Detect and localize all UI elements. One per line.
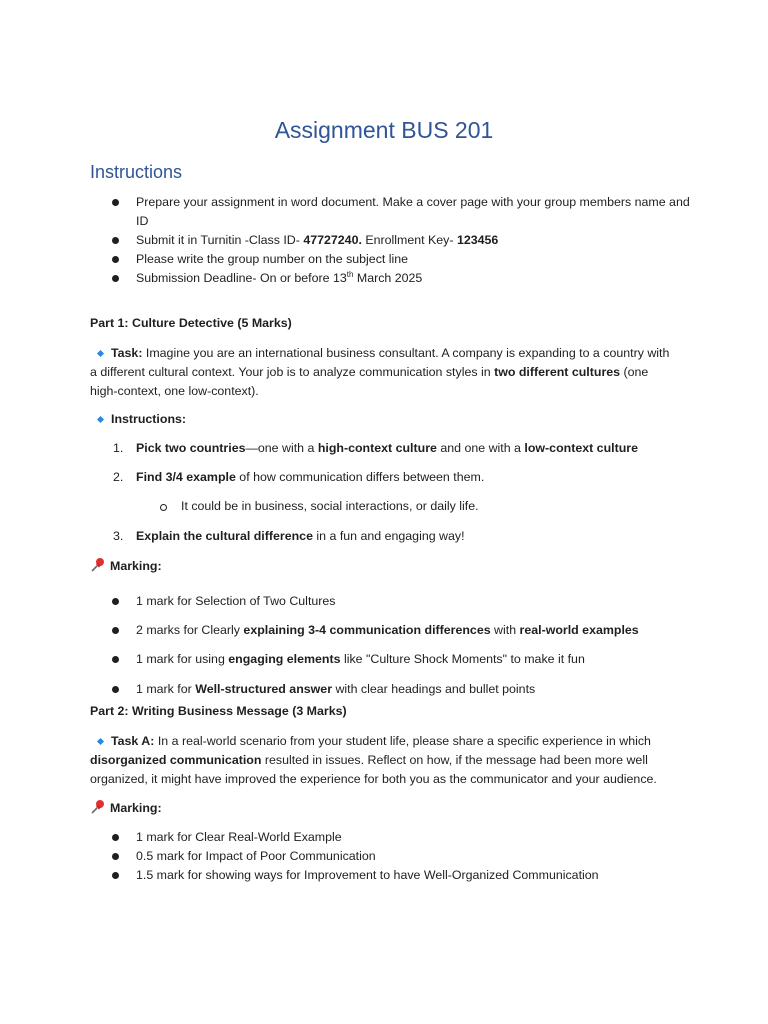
list-item: 1 mark for Selection of Two Cultures — [110, 587, 700, 616]
bullet-icon — [112, 627, 119, 634]
list-item: 1 mark for Clear Real-World Example — [110, 828, 700, 847]
list-item: 2 marks for Clearly explaining 3-4 communication differences with real-world examples — [110, 616, 700, 645]
document-title: Assignment BUS 201 — [274, 117, 494, 143]
circle-bullet-icon — [160, 504, 167, 511]
part2-marking-label: Marking: — [90, 799, 162, 815]
step-2: Find 3/4 example of how communication differs between them. — [136, 470, 485, 484]
list-item: Submission Deadline- On or before 13th March 2025 — [110, 269, 700, 288]
step-number: 3. — [113, 529, 124, 543]
part2-task: Task A: In a real-world scenario from your student life, please share a specific experience in which disorganized communication resulted in issues. Reflect on how, if the message had been more well organized, it might have improved the experience for both you as the communicator and your audience. — [90, 734, 657, 786]
bullet-icon — [112, 598, 119, 605]
bullet-icon — [112, 275, 119, 282]
step-2-subitem: It could be in business, social interactions, or daily life. — [158, 499, 658, 513]
list-item: Submit it in Turnitin -Class ID- 47727240. Enrollment Key- 123456 — [110, 231, 700, 250]
part1-marking-label: Marking: — [90, 557, 162, 573]
part1-marking-list — [110, 587, 700, 704]
instructions-list — [110, 193, 700, 288]
step-number: 2. — [113, 470, 124, 484]
list-item: 1 mark for using engaging elements like "Culture Shock Moments" to make it fun — [110, 645, 700, 674]
diamond-bullet-icon — [97, 416, 104, 423]
bullet-icon — [112, 834, 119, 841]
bullet-icon — [112, 656, 119, 663]
list-item: Prepare your assignment in word document. Make a cover page with your group members name and ID — [110, 193, 700, 231]
bullet-icon — [112, 872, 119, 879]
list-item: Please write the group number on the subject line — [110, 250, 700, 269]
bullet-icon — [112, 199, 119, 206]
bullet-icon — [112, 686, 119, 693]
step-3: Explain the cultural difference in a fun and engaging way! — [136, 529, 465, 543]
bullet-icon — [112, 853, 119, 860]
list-item: 1 mark for Well-structured answer with clear headings and bullet points — [110, 675, 700, 704]
part1-instructions-label: Instructions: — [90, 412, 186, 426]
step-1: Pick two countries—one with a high-context culture and one with a low-context culture — [136, 441, 638, 455]
part1-heading: Part 1: Culture Detective (5 Marks) — [90, 316, 292, 330]
list-item: 1.5 mark for showing ways for Improvement to have Well-Organized Communication — [110, 866, 700, 885]
pushpin-icon — [90, 557, 106, 573]
part1-task: Task: Imagine you are an international business consultant. A company is expanding to a country with a different cultural context. Your job is to analyze communication styles in two different cultures (one high-context, one low-context). — [90, 346, 670, 398]
bullet-icon — [112, 237, 119, 244]
list-item: 0.5 mark for Impact of Poor Communication — [110, 847, 700, 866]
diamond-bullet-icon — [97, 350, 104, 357]
step-number: 1. — [113, 441, 124, 455]
part2-marking-list — [110, 828, 700, 885]
part2-heading: Part 2: Writing Business Message (3 Marks) — [90, 704, 347, 718]
bullet-icon — [112, 256, 119, 263]
instructions-heading: Instructions — [90, 162, 183, 182]
diamond-bullet-icon — [97, 738, 104, 745]
pushpin-icon — [90, 799, 106, 815]
